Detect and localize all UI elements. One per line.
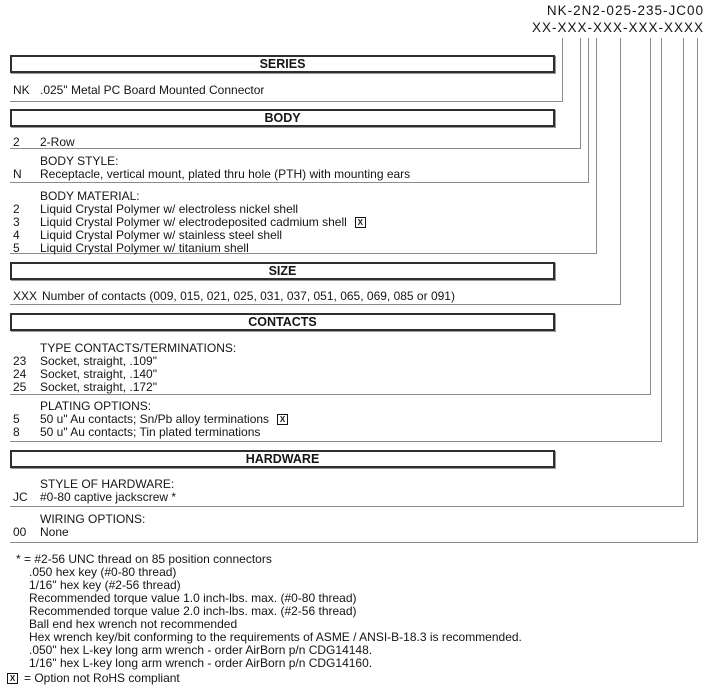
connector-series-vline <box>562 38 563 102</box>
size-header: SIZE <box>10 262 555 280</box>
option-desc: #0-80 captive jackscrew * <box>40 490 177 504</box>
option-desc: .025" Metal PC Board Mounted Connector <box>40 83 265 97</box>
series-header: SERIES <box>10 55 555 73</box>
option-desc: Liquid Crystal Polymer w/ stainless steel shell <box>40 228 283 242</box>
rule-body-style-bottom <box>10 182 589 183</box>
option-code: NK <box>13 83 30 97</box>
footnote-line: Recommended torque value 2.0 inch-lbs. max. (#2-56 thread) <box>29 604 357 618</box>
plating-row <box>13 412 288 426</box>
rule-hardware-style-bottom <box>10 506 684 507</box>
body-header: BODY <box>10 109 555 127</box>
connector-plating-vline <box>661 38 662 442</box>
contact-type-row <box>13 354 157 368</box>
option-desc: Liquid Crystal Polymer w/ electrodeposited cadmium shell <box>40 215 347 229</box>
footnote-line: Hex wrench key/bit conforming to the requirements of ASME / ANSI-B-18.3 is recommended. <box>29 630 522 644</box>
option-desc: Number of contacts (009, 015, 021, 025, 031, 037, 051, 065, 069, 085 or 091) <box>42 289 455 303</box>
plating-row <box>13 425 260 439</box>
option-code: 5 <box>13 241 20 255</box>
connector-size-vline <box>620 38 621 305</box>
not-rohs-icon: X <box>7 673 18 684</box>
option-desc: Liquid Crystal Polymer w/ electroless nickel shell <box>40 202 299 216</box>
body-style-label: BODY STYLE: <box>40 154 119 168</box>
contact-type-row <box>13 367 157 381</box>
rule-size-bottom <box>10 304 621 305</box>
option-code: 4 <box>13 228 20 242</box>
option-code: JC <box>13 490 28 504</box>
option-code: XXX <box>13 289 38 303</box>
option-code: 8 <box>13 425 20 439</box>
connector-body-style-vline <box>588 38 589 183</box>
option-code: N <box>13 167 22 181</box>
option-code: 2 <box>13 202 20 216</box>
body-material-row <box>13 202 298 216</box>
option-code: 00 <box>13 525 27 539</box>
option-code: 25 <box>13 380 27 394</box>
option-desc: Socket, straight, .172" <box>40 380 157 394</box>
body-material-row <box>13 215 366 229</box>
footnote-line: .050 hex key (#0-80 thread) <box>29 565 177 579</box>
connector-body-row-vline <box>580 38 581 149</box>
option-code: 5 <box>13 412 20 426</box>
option-desc: Liquid Crystal Polymer w/ titanium shell <box>40 241 249 255</box>
not-rohs-icon: X <box>277 414 288 425</box>
option-desc: 2-Row <box>40 135 75 149</box>
rule-contact-type-bottom <box>10 394 651 395</box>
part-number-mask: XX-XXX-XXX-XXX-XXXX <box>531 20 704 35</box>
rule-plating-bottom <box>10 441 662 442</box>
connector-wiring-vline <box>697 38 698 543</box>
footnote-line: Ball end hex wrench not recommended <box>29 617 238 631</box>
option-desc: Socket, straight, .140" <box>40 367 157 381</box>
contacts-header: CONTACTS <box>10 313 555 331</box>
option-code: 3 <box>13 215 20 229</box>
part-number-example: NK-2N2-025-235-JC00 <box>546 3 704 18</box>
plating-label: PLATING OPTIONS: <box>40 399 152 413</box>
size-row <box>13 289 455 303</box>
hardware-header: HARDWARE <box>10 450 555 468</box>
rohs-legend-text: = Option not RoHS compliant <box>24 671 180 685</box>
body-material-label: BODY MATERIAL: <box>40 189 140 203</box>
hardware-style-label: STYLE OF HARDWARE: <box>40 477 175 491</box>
option-desc: None <box>40 525 69 539</box>
series-row <box>13 83 264 97</box>
footnote-line: .050" hex L-key long arm wrench - order AirBorn p/n CDG14148. <box>29 643 373 657</box>
contact-type-row <box>13 380 157 394</box>
footnote-lead: * = #2-56 UNC thread on 85 position connectors <box>16 552 272 566</box>
footnote-line: 1/16" hex key (#2-56 thread) <box>29 578 181 592</box>
not-rohs-icon: X <box>355 217 366 228</box>
option-code: 24 <box>13 367 27 381</box>
rule-series-bottom <box>10 101 563 102</box>
rule-wiring-bottom <box>10 542 698 543</box>
body-style-row <box>13 167 410 181</box>
option-desc: Receptacle, vertical mount, plated thru hole (PTH) with mounting ears <box>40 167 411 181</box>
connector-contact-type-vline <box>650 38 651 395</box>
footnote-line: 1/16" hex L-key long arm wrench - order AirBorn p/n CDG14160. <box>29 656 373 670</box>
option-desc: Socket, straight, .109" <box>40 354 157 368</box>
option-code: 23 <box>13 354 27 368</box>
wiring-row <box>13 525 69 539</box>
rohs-legend <box>7 671 180 685</box>
footnote-line: Recommended torque value 1.0 inch-lbs. max. (#0-80 thread) <box>29 591 357 605</box>
option-code: 2 <box>13 135 20 149</box>
rule-body-row-bottom <box>10 148 581 149</box>
body-material-row <box>13 228 282 242</box>
hardware-style-row <box>13 490 176 504</box>
body-row <box>13 135 75 149</box>
option-desc: 50 u" Au contacts; Tin plated terminations <box>40 425 261 439</box>
connector-hardware-style-vline <box>683 38 684 507</box>
connector-body-material-vline <box>596 38 597 254</box>
body-material-row <box>13 241 249 255</box>
contact-type-label: TYPE CONTACTS/TERMINATIONS: <box>40 341 237 355</box>
wiring-label: WIRING OPTIONS: <box>40 512 146 526</box>
option-desc: 50 u" Au contacts; Sn/Pb alloy terminations <box>40 412 270 426</box>
